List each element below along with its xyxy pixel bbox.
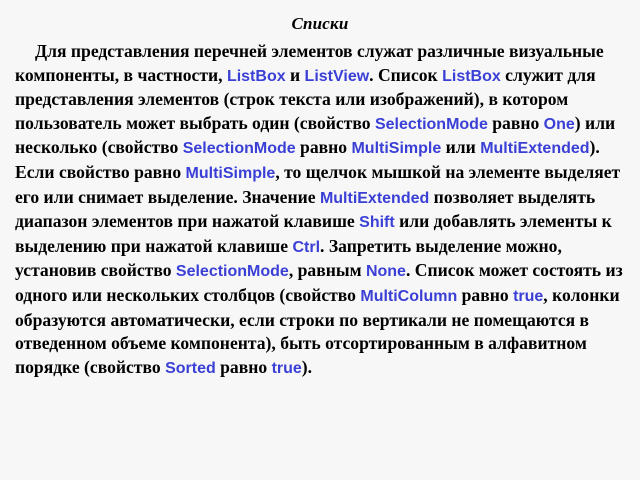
text-segment: . Запретить выделение можно, установив свойство	[15, 235, 562, 281]
text-segment: , колонки образуются автоматически, если строки по вертикали не помещаются в отведенном объеме компонента), быть отсортированным в алфавитном порядке (свойство	[15, 284, 620, 377]
text-segment: равно	[215, 356, 272, 377]
text-segment: ) или несколько (свойство	[15, 112, 616, 158]
keyword: ListView	[304, 67, 370, 85]
keyword: One	[543, 115, 575, 133]
text-segment: ). Если свойство равно	[15, 137, 600, 182]
body-paragraph	[15, 40, 631, 380]
text-segment: или	[441, 137, 481, 158]
text-segment: и	[285, 64, 305, 85]
keyword: ListBox	[226, 67, 286, 85]
text-segment: . Список может состоять из одного или нескольких столбцов (свойство	[15, 260, 623, 305]
text-segment: равно	[457, 284, 514, 305]
keyword: true	[271, 359, 302, 377]
keyword: MultiExtended	[319, 189, 430, 207]
keyword: SelectionMode	[182, 140, 296, 158]
keyword: Sorted	[165, 359, 216, 377]
text-segment: . Список	[369, 64, 443, 85]
text-segment: ).	[301, 356, 313, 377]
keyword: Shift	[359, 214, 395, 232]
keyword: None	[365, 263, 406, 281]
keyword: MultiColumn	[360, 287, 458, 305]
text-segment: Для представления перечней элементов служат различные визуальные компоненты, в частности,	[15, 41, 604, 85]
page-title: Списки	[291, 14, 349, 33]
text-segment: , равным	[288, 260, 366, 281]
text-segment: служит для представления элементов (строк текста или изображений), в котором пользователь может выбрать один (свойство	[15, 64, 596, 133]
text-segment: равно	[487, 112, 544, 133]
text-segment: , то щелчок мышкой на элементе выделяет его или снимает выделение. Значение	[15, 161, 621, 207]
keyword: true	[513, 287, 544, 305]
text-segment: позволяет выделять диапазон элементов при нажатой клавише	[15, 186, 596, 232]
keyword: Ctrl	[292, 238, 321, 256]
keyword: MultiSimple	[351, 140, 442, 158]
keyword: SelectionMode	[374, 115, 488, 133]
text-segment: или добавлять элементы к выделению при нажатой клавише	[15, 211, 612, 256]
keyword: SelectionMode	[175, 263, 289, 281]
keyword: ListBox	[442, 67, 501, 85]
text-segment: равно	[295, 137, 352, 158]
keyword: MultiExtended	[480, 140, 590, 158]
keyword: MultiSimple	[185, 164, 276, 182]
